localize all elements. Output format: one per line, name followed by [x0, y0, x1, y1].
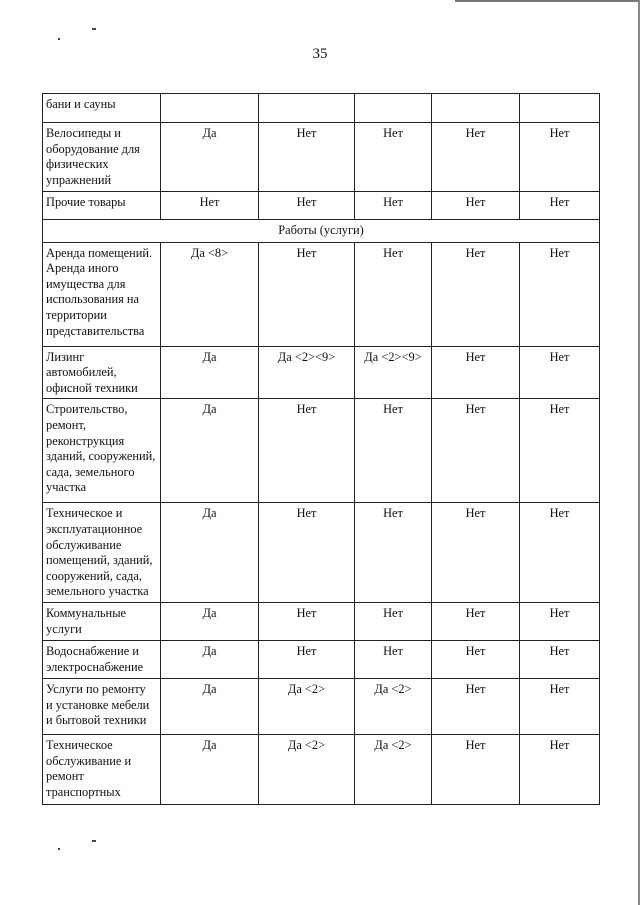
value-cell: Нет — [432, 734, 520, 804]
value-cell — [520, 94, 600, 123]
value-cell: Нет — [520, 242, 600, 346]
scan-speck — [92, 28, 96, 30]
value-cell: Нет — [520, 346, 600, 399]
value-cell: Да <2> — [259, 678, 355, 734]
value-cell: Нет — [355, 503, 432, 603]
value-cell: Да — [161, 346, 259, 399]
table-row — [43, 602, 600, 640]
row-item-name: Строительство, ремонт, реконструкция зданий, сооружений, сада, земельного участка — [43, 399, 161, 503]
value-cell: Нет — [520, 602, 600, 640]
value-cell: Нет — [432, 123, 520, 192]
row-item-name: Прочие товары — [43, 192, 161, 220]
value-cell: Нет — [259, 640, 355, 678]
value-cell — [259, 94, 355, 123]
value-cell: Нет — [161, 192, 259, 220]
value-cell: Да — [161, 678, 259, 734]
value-cell: Да — [161, 602, 259, 640]
value-cell: Нет — [520, 640, 600, 678]
row-item-name: Велосипеды и оборудование для физических упражнений — [43, 123, 161, 192]
value-cell: Нет — [432, 640, 520, 678]
page-number: 35 — [312, 46, 328, 62]
top-edge-rule — [455, 0, 640, 2]
table-row — [43, 242, 600, 346]
scan-speck — [58, 38, 60, 40]
row-item-name: Аренда помещений. Аренда иного имущества для использования на территории представительства — [43, 242, 161, 346]
row-item-name: Коммунальные услуги — [43, 602, 161, 640]
value-cell: Нет — [520, 734, 600, 804]
scan-speck — [58, 848, 60, 850]
value-cell: Нет — [432, 346, 520, 399]
value-cell: Нет — [355, 242, 432, 346]
row-item-name: Техническое обслуживание и ремонт транспортных — [43, 734, 161, 804]
value-cell: Нет — [520, 192, 600, 220]
row-item-name: Лизинг автомобилей, офисной техники — [43, 346, 161, 399]
table-row — [43, 678, 600, 734]
value-cell: Да <2> — [259, 734, 355, 804]
value-cell: Нет — [355, 192, 432, 220]
table-row — [43, 94, 600, 123]
table-row — [43, 503, 600, 603]
value-cell — [355, 94, 432, 123]
value-cell: Нет — [432, 242, 520, 346]
value-cell: Да <8> — [161, 242, 259, 346]
value-cell: Нет — [432, 192, 520, 220]
value-cell: Да — [161, 399, 259, 503]
row-item-name: Услуги по ремонту и установке мебели и бытовой техники — [43, 678, 161, 734]
value-cell: Нет — [432, 602, 520, 640]
value-cell: Нет — [355, 399, 432, 503]
value-cell: Нет — [259, 242, 355, 346]
table-row — [43, 346, 600, 399]
services-table — [42, 93, 600, 805]
value-cell: Нет — [520, 678, 600, 734]
value-cell: Да <2> — [355, 678, 432, 734]
value-cell: Нет — [259, 123, 355, 192]
section-heading: Работы (услуги) — [43, 220, 600, 243]
section-row — [43, 220, 600, 243]
row-item-name: бани и сауны — [43, 94, 161, 123]
value-cell — [161, 94, 259, 123]
row-item-name: Техническое и эксплуатационное обслуживание помещений, зданий, сооружений, сада, земельного участка — [43, 503, 161, 603]
value-cell: Нет — [355, 123, 432, 192]
value-cell: Нет — [259, 192, 355, 220]
table-row — [43, 640, 600, 678]
value-cell: Нет — [259, 503, 355, 603]
value-cell: Нет — [355, 640, 432, 678]
value-cell: Нет — [432, 678, 520, 734]
table-row — [43, 192, 600, 220]
value-cell: Нет — [259, 602, 355, 640]
table-row — [43, 123, 600, 192]
value-cell: Нет — [520, 399, 600, 503]
value-cell: Да <2><9> — [355, 346, 432, 399]
value-cell: Нет — [355, 602, 432, 640]
table-row — [43, 399, 600, 503]
row-item-name: Водоснабжение и электроснабжение — [43, 640, 161, 678]
value-cell: Да <2><9> — [259, 346, 355, 399]
value-cell: Да — [161, 640, 259, 678]
value-cell: Нет — [520, 503, 600, 603]
value-cell: Нет — [259, 399, 355, 503]
value-cell: Да <2> — [355, 734, 432, 804]
table-row — [43, 734, 600, 804]
scan-speck — [92, 840, 96, 842]
value-cell: Да — [161, 503, 259, 603]
value-cell: Нет — [432, 503, 520, 603]
value-cell: Да — [161, 123, 259, 192]
value-cell: Да — [161, 734, 259, 804]
value-cell: Нет — [520, 123, 600, 192]
value-cell: Нет — [432, 399, 520, 503]
value-cell — [432, 94, 520, 123]
